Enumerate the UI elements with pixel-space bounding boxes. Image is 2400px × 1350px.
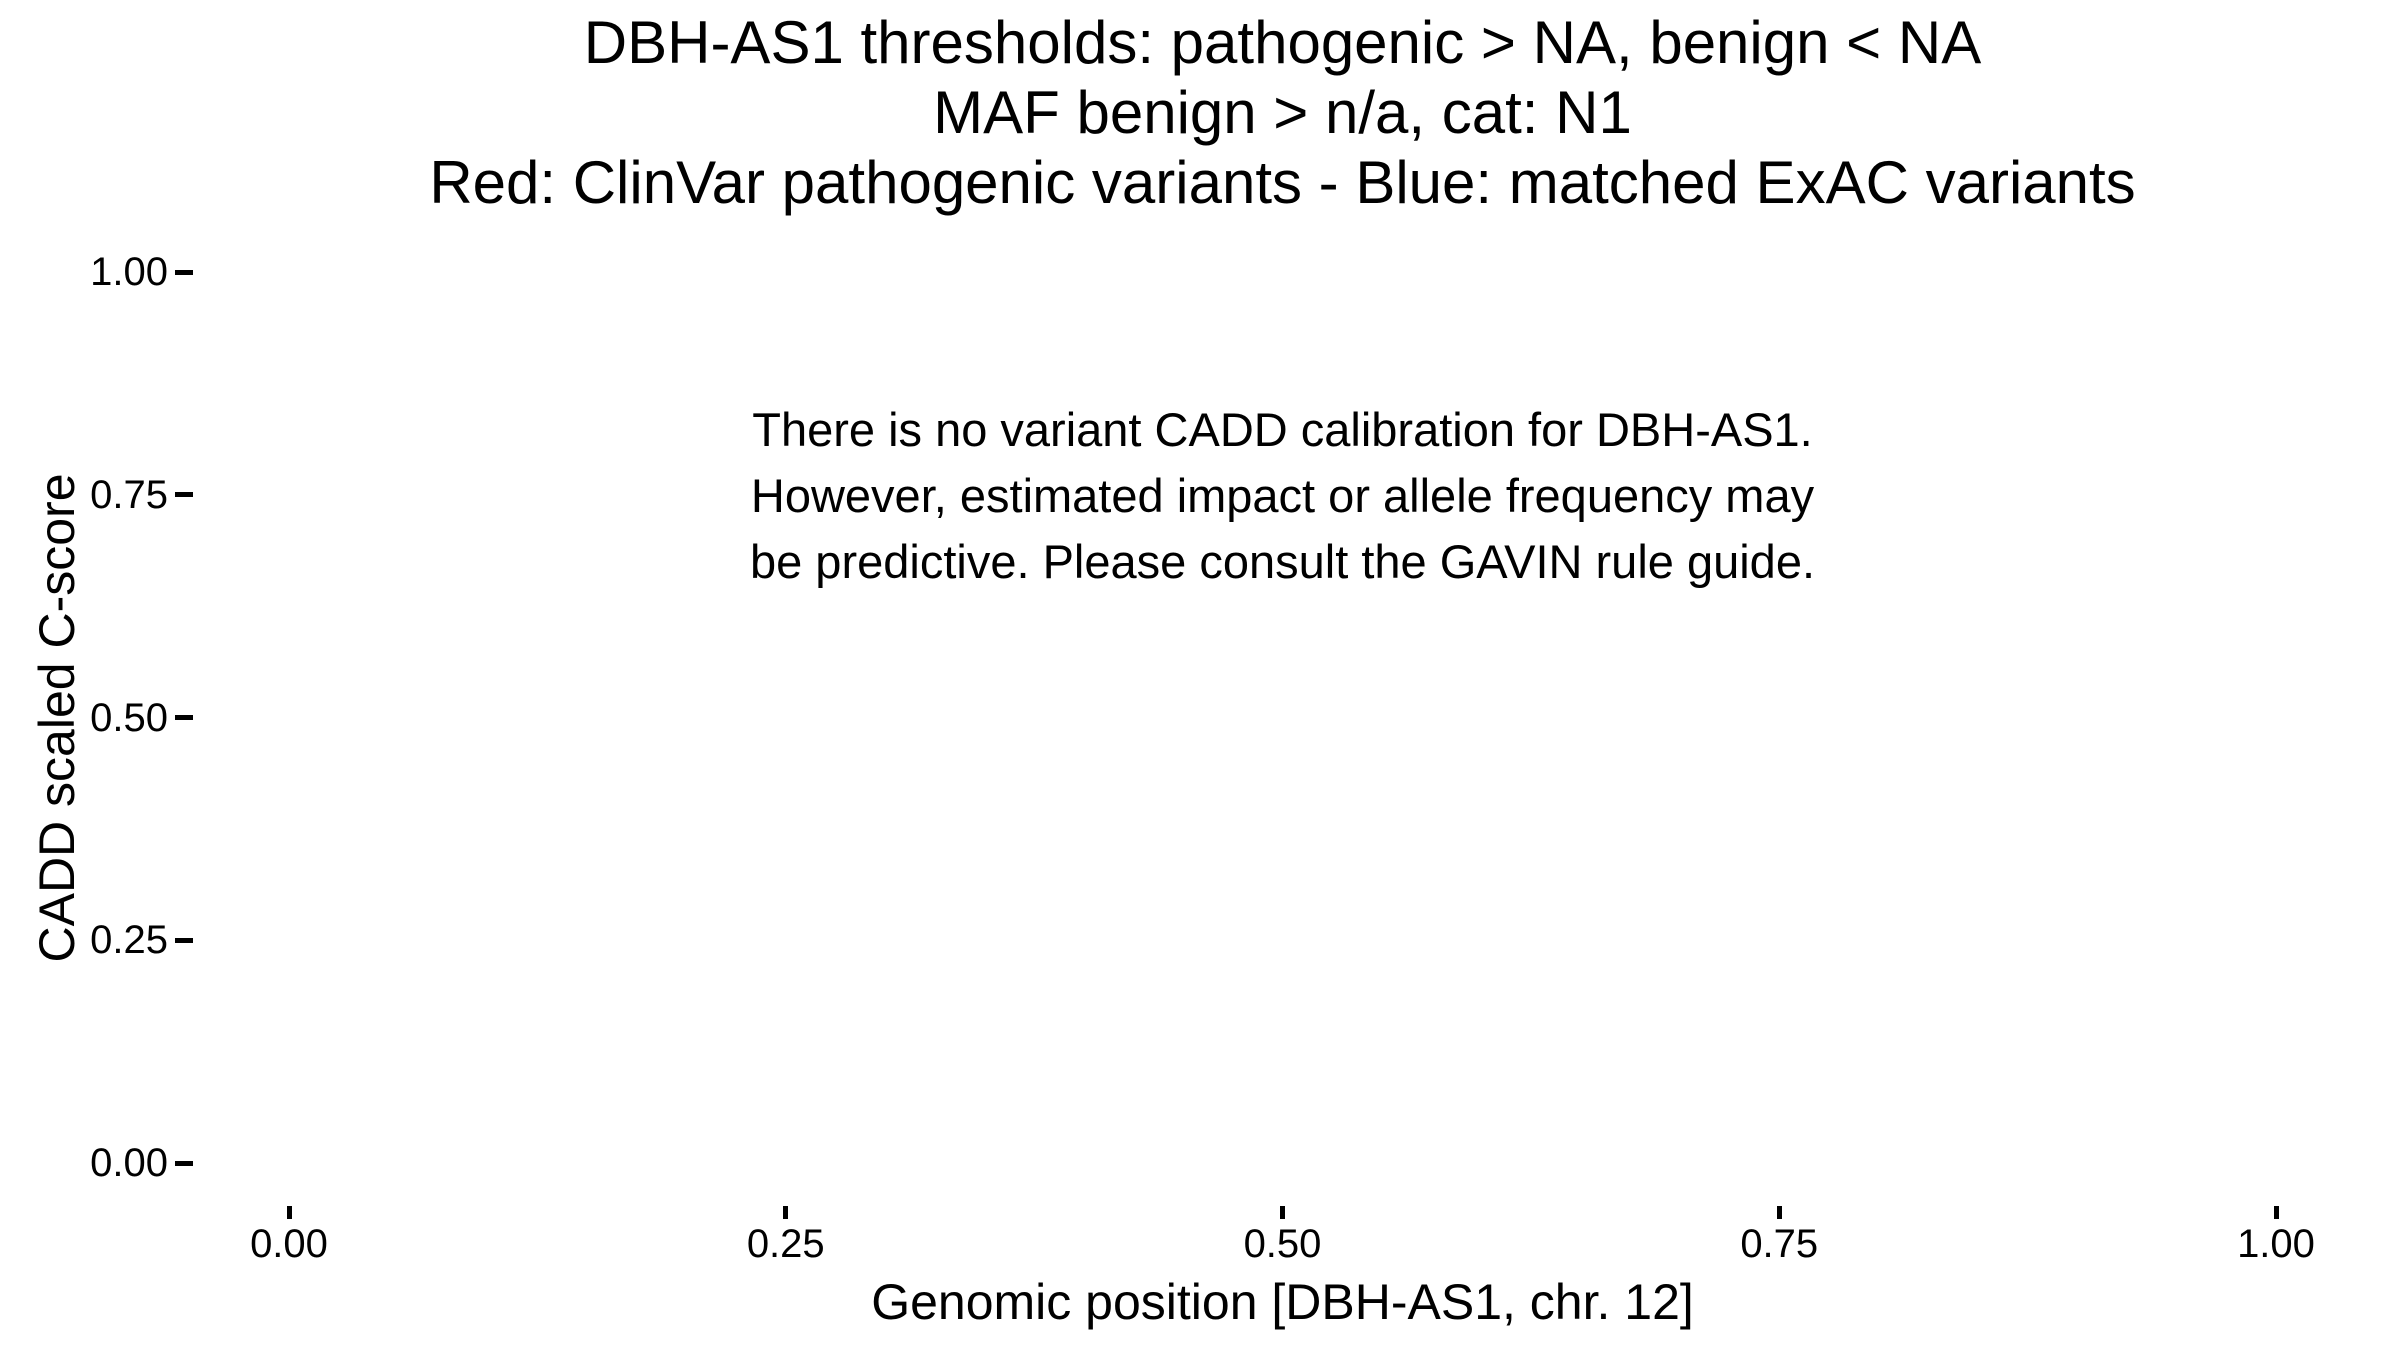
y-tick-label: 0.50 bbox=[90, 695, 168, 740]
x-axis-title: Genomic position [DBH-AS1, chr. 12] bbox=[871, 1274, 1694, 1330]
x-tick-mark bbox=[1777, 1206, 1782, 1219]
x-tick-label: 1.00 bbox=[2237, 1222, 2315, 1266]
y-tick-mark bbox=[175, 1161, 193, 1166]
y-tick-label: 0.75 bbox=[90, 472, 168, 517]
x-tick-label: 0.50 bbox=[1243, 1222, 1322, 1266]
x-tick-mark bbox=[287, 1206, 292, 1219]
x-tick-mark bbox=[2274, 1206, 2279, 1219]
y-axis-title: CADD scaled C-score bbox=[29, 473, 85, 963]
annotation-line-2: However, estimated impact or allele frequency may bbox=[750, 469, 1815, 522]
x-tick-mark bbox=[1280, 1206, 1285, 1219]
no-calibration-annotation bbox=[165, 397, 2400, 595]
y-tick-label: 0.00 bbox=[90, 1141, 168, 1185]
y-tick-mark bbox=[175, 492, 193, 497]
y-tick-mark bbox=[175, 270, 193, 275]
plot-title-line-2: MAF benign > n/a, cat: N1 bbox=[933, 79, 1632, 146]
x-tick-mark bbox=[783, 1206, 788, 1219]
y-tick-mark bbox=[175, 938, 193, 943]
y-tick-mark bbox=[175, 715, 193, 720]
plot-title-line-1: DBH-AS1 thresholds: pathogenic > NA, benign < NA bbox=[583, 9, 1982, 76]
plot-title bbox=[165, 8, 2400, 218]
plot-title-line-3: Red: ClinVar pathogenic variants - Blue: matched ExAC variants bbox=[429, 149, 2136, 216]
y-tick-label: 0.25 bbox=[90, 918, 168, 963]
annotation-line-3: be predictive. Please consult the GAVIN rule guide. bbox=[749, 535, 1816, 588]
x-tick-label: 0.00 bbox=[250, 1222, 328, 1266]
y-tick-label: 1.00 bbox=[90, 250, 168, 294]
plot-panel bbox=[190, 227, 2375, 1208]
x-tick-label: 0.25 bbox=[746, 1222, 825, 1266]
x-tick-label: 0.75 bbox=[1740, 1222, 1819, 1266]
annotation-line-1: There is no variant CADD calibration for DBH-AS1. bbox=[752, 403, 1813, 456]
